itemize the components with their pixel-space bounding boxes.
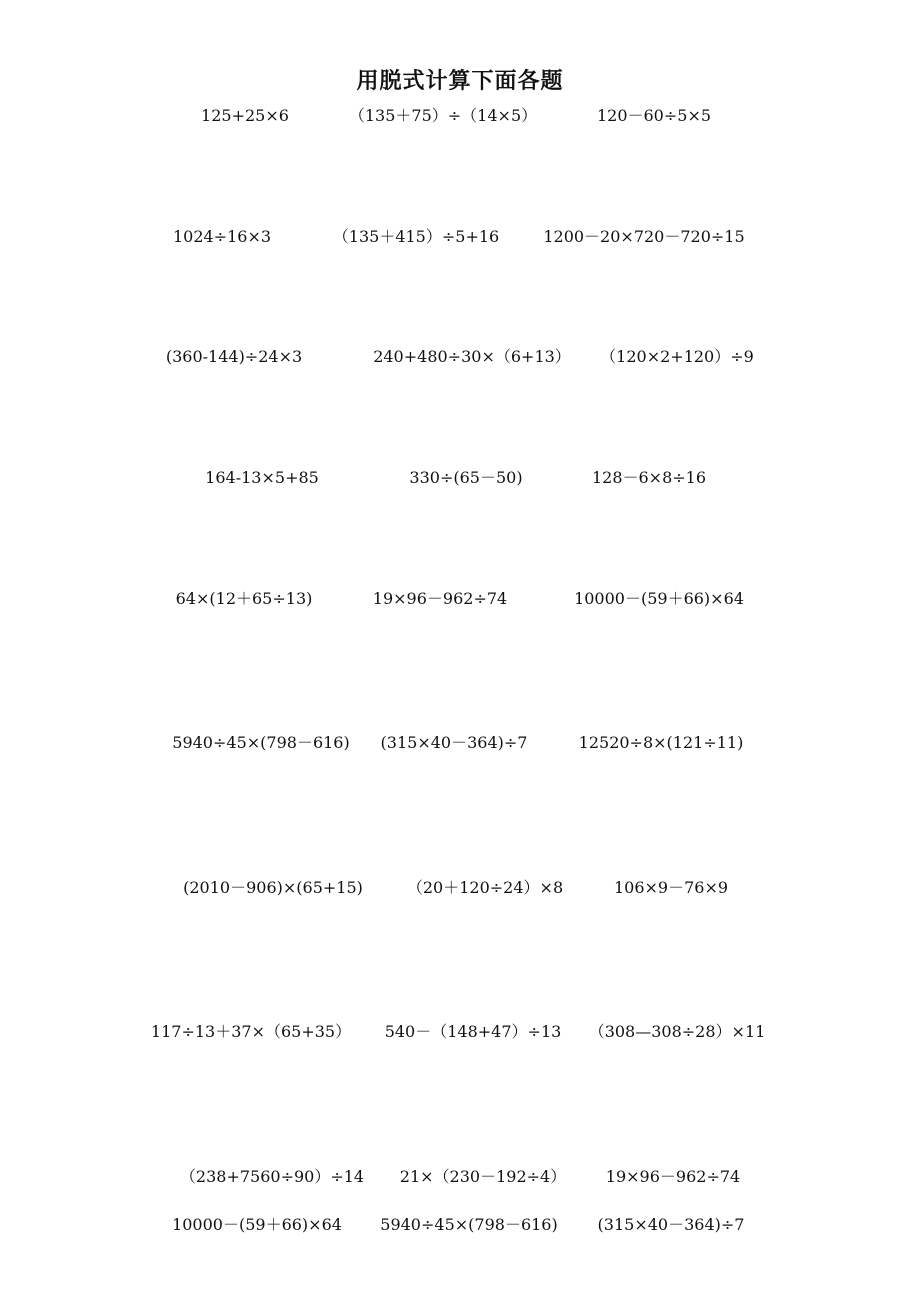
expression-8-2: 540－（148+47）÷13 (384, 1022, 562, 1041)
expression-3-2: 240+480÷30×（6+13） (373, 347, 571, 366)
expression-2-3: 1200－20×720－720÷15 (543, 227, 745, 246)
expression-1-2: （135＋75）÷（14×5） (348, 106, 538, 125)
expression-10-1: 10000－(59＋66)×64 (172, 1215, 342, 1234)
expression-8-3: （308—308÷28）×11 (588, 1022, 766, 1041)
expression-4-1: 164-13×5+85 (205, 468, 319, 487)
expression-9-3: 19×96－962÷74 (605, 1167, 741, 1186)
expression-10-3: (315×40－364)÷7 (597, 1215, 745, 1234)
page-title: 用脱式计算下面各题 (356, 68, 564, 94)
expression-7-2: （20＋120÷24）×8 (406, 878, 564, 897)
expression-9-2: 21×（230－192÷4） (399, 1167, 567, 1186)
expression-2-1: 1024÷16×3 (172, 227, 272, 246)
expression-3-3: （120×2+120）÷9 (600, 347, 754, 366)
expression-9-1: （238+7560÷90）÷14 (179, 1167, 365, 1186)
expression-5-1: 64×(12＋65÷13) (175, 589, 313, 608)
expression-1-1: 125+25×6 (201, 106, 289, 125)
expression-6-3: 12520÷8×(121÷11) (578, 733, 744, 752)
expression-8-1: 117÷13＋37×（65+35） (150, 1022, 352, 1041)
expression-4-2: 330÷(65－50) (409, 468, 523, 487)
expression-5-3: 10000－(59＋66)×64 (574, 589, 744, 608)
expression-1-3: 120－60÷5×5 (596, 106, 712, 125)
expression-6-2: (315×40－364)÷7 (380, 733, 528, 752)
expression-5-2: 19×96－962÷74 (372, 589, 508, 608)
expression-2-2: （135＋415）÷5+16 (332, 227, 500, 246)
expression-3-1: (360-144)÷24×3 (165, 347, 303, 366)
expression-4-3: 128－6×8÷16 (591, 468, 707, 487)
expression-7-3: 106×9－76×9 (613, 878, 729, 897)
expression-10-2: 5940÷45×(798－616) (380, 1215, 558, 1234)
expression-7-1: (2010－906)×(65+15) (183, 878, 363, 897)
expression-6-1: 5940÷45×(798－616) (172, 733, 350, 752)
